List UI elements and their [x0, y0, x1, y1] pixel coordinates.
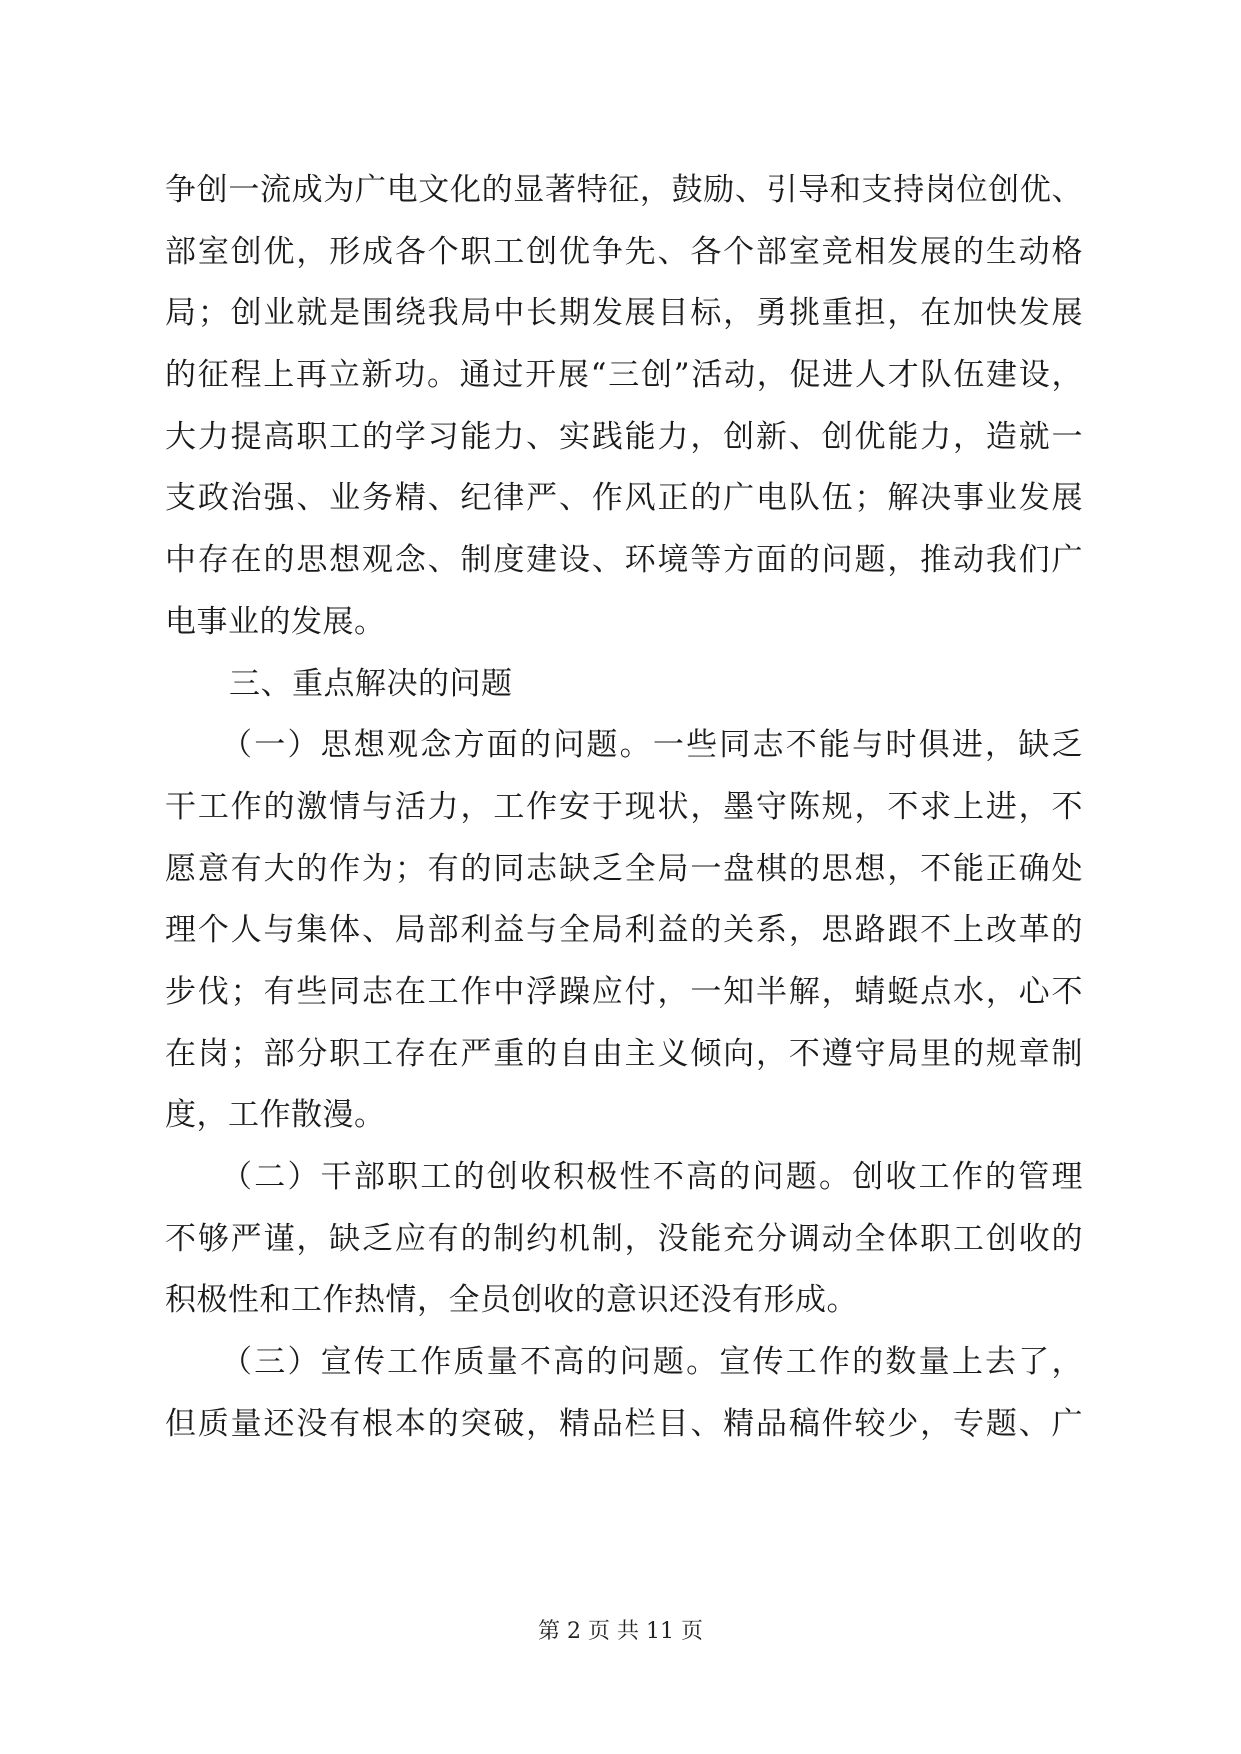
- text-line: 支政治强、业务精、纪律严、作风正的广电队伍；解决事业发展: [165, 480, 1083, 517]
- body-text: [165, 160, 1083, 1455]
- text-line: 步伐；有些同志在工作中浮躁应付，一知半解，蜻蜓点水，心不: [165, 973, 1083, 1010]
- text-line: 局；创业就是围绕我局中长期发展目标，勇挑重担，在加快发展: [165, 295, 1083, 332]
- text-line: 积极性和工作热情，全员创收的意识还没有形成。: [165, 1282, 858, 1319]
- text-line: 中存在的思想观念、制度建设、环境等方面的问题，推动我们广: [165, 542, 1083, 579]
- text-line: 干工作的激情与活力，工作安于现状，墨守陈规，不求上进，不: [165, 788, 1083, 825]
- text-line: 在岗；部分职工存在严重的自由主义倾向，不遵守局里的规章制: [165, 1035, 1083, 1072]
- text-line: 大力提高职工的学习能力、实践能力，创新、创优能力，造就一: [165, 418, 1083, 455]
- section-heading: 三、重点解决的问题: [229, 665, 513, 702]
- text-line: 电事业的发展。: [165, 603, 386, 640]
- text-line: 但质量还没有根本的突破，精品栏目、精品稿件较少，专题、广: [165, 1405, 1083, 1442]
- text-line: 不够严谨，缺乏应有的制约机制，没能充分调动全体职工创收的: [165, 1220, 1083, 1257]
- text-line: （三）宣传工作质量不高的问题。宣传工作的数量上去了，: [221, 1344, 1083, 1381]
- text-line: （一）思想观念方面的问题。一些同志不能与时俱进，缺乏: [221, 727, 1083, 764]
- text-line: 度，工作散漫。: [165, 1097, 386, 1134]
- text-line: （二）干部职工的创收积极性不高的问题。创收工作的管理: [221, 1159, 1083, 1195]
- text-line: 的征程上再立新功。通过开展“三创”活动，促进人才队伍建设，: [165, 357, 1083, 394]
- text-line: 理个人与集体、局部利益与全局利益的关系，思路跟不上改革的: [165, 912, 1083, 949]
- page-number: 第 2 页 共 11 页: [538, 1619, 703, 1644]
- text-line: 部室创优，形成各个职工创优争先、各个部室竞相发展的生动格: [165, 233, 1083, 270]
- text-line: 争创一流成为广电文化的显著特征，鼓励、引导和支持岗位创优、: [165, 172, 1083, 208]
- text-line: 愿意有大的作为；有的同志缺乏全局一盘棋的思想，不能正确处: [165, 850, 1083, 887]
